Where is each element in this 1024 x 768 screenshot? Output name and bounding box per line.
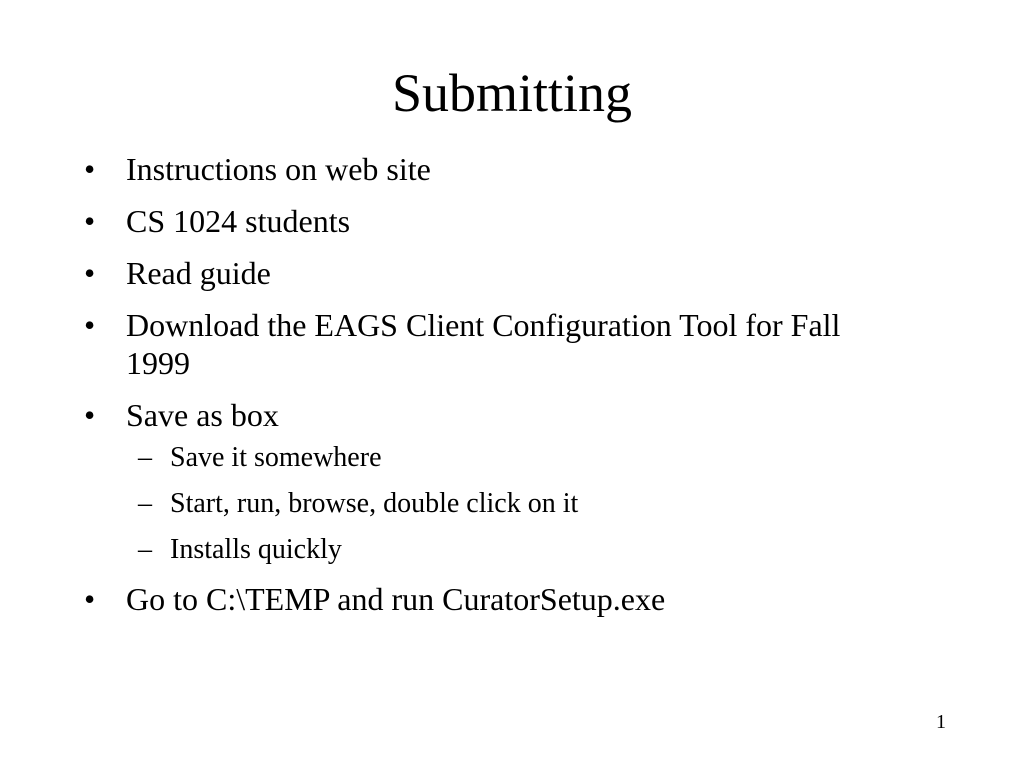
bullet-text: Save as box (126, 397, 279, 433)
sub-bullet-item (126, 442, 912, 474)
bullet-item (82, 306, 912, 382)
bullet-text: CS 1024 students (126, 203, 351, 239)
bullet-item (82, 396, 912, 566)
bullet-list (82, 150, 912, 632)
bullet-icon: • (84, 255, 96, 291)
bullet-icon: • (84, 151, 96, 187)
sub-bullet-item (126, 488, 912, 520)
bullet-text: Go to C:\TEMP and run CuratorSetup.exe (126, 581, 666, 617)
sub-bullet-list (126, 442, 912, 566)
slide-title: Submitting (391, 63, 633, 123)
sub-bullet-text: Save it somewhere (170, 442, 382, 473)
bullet-text: Instructions on web site (126, 151, 431, 187)
dash-icon: – (138, 488, 152, 519)
sub-bullet-text: Start, run, browse, double click on it (170, 488, 579, 519)
sub-bullet-item (126, 534, 912, 566)
bullet-icon: • (84, 581, 96, 617)
bullet-item (82, 202, 912, 240)
sub-bullet-text: Installs quickly (170, 534, 342, 565)
bullet-text: Read guide (126, 255, 271, 291)
bullet-icon: • (84, 397, 96, 433)
dash-icon: – (138, 534, 152, 565)
bullet-item (82, 254, 912, 292)
bullet-item (82, 580, 912, 618)
page-number: 1 (936, 711, 946, 733)
bullet-icon: • (84, 307, 96, 343)
bullet-text: Download the EAGS Client Configuration Tool for Fall 1999 (126, 307, 841, 381)
bullet-icon: • (84, 203, 96, 239)
dash-icon: – (138, 442, 152, 473)
bullet-item (82, 150, 912, 188)
